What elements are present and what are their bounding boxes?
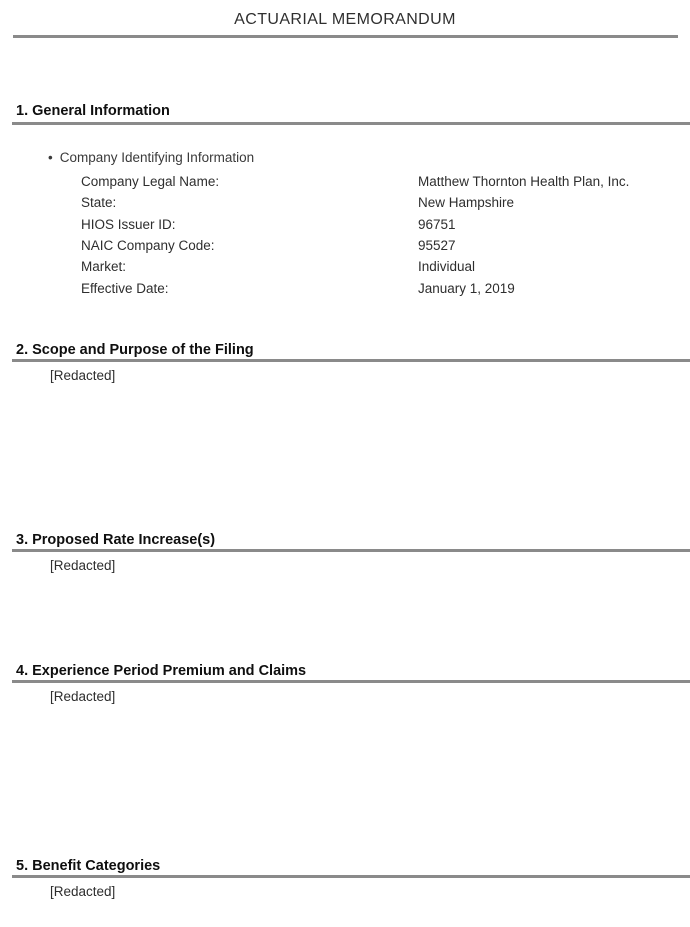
section-3-rule <box>12 549 690 552</box>
title-rule <box>13 35 678 38</box>
field-row <box>81 214 629 235</box>
document-title: ACTUARIAL MEMORANDUM <box>234 11 456 28</box>
section-1-rule <box>12 122 690 125</box>
bullet-icon: • <box>48 150 53 165</box>
section-4-heading: 4. Experience Period Premium and Claims <box>16 663 307 679</box>
field-label: Market: <box>81 259 127 275</box>
field-row <box>81 256 629 277</box>
field-label: Company Legal Name: <box>81 174 220 190</box>
field-label: State: <box>81 195 117 211</box>
company-identifying-info-label: Company Identifying Information <box>59 150 255 165</box>
section-5-redacted-text: [Redacted] <box>50 884 116 899</box>
field-label: Effective Date: <box>81 280 169 296</box>
section-2-redacted-text: [Redacted] <box>50 368 116 383</box>
section-1-heading: 1. General Information <box>16 103 170 119</box>
field-value: 95527 <box>418 238 456 254</box>
section-5-rule <box>12 875 690 878</box>
field-value: Matthew Thornton Health Plan, Inc. <box>418 174 630 190</box>
field-value: 96751 <box>418 216 456 232</box>
section-5-heading: 5. Benefit Categories <box>16 858 161 874</box>
company-identifying-info-item <box>48 150 254 165</box>
field-label: NAIC Company Code: <box>81 238 215 254</box>
field-label: HIOS Issuer ID: <box>81 216 176 232</box>
section-3-redacted-text: [Redacted] <box>50 558 116 573</box>
field-row <box>81 235 629 256</box>
field-row <box>81 192 629 213</box>
section-4-rule <box>12 680 690 683</box>
section-2-rule <box>12 359 690 362</box>
section-4-redacted-text: [Redacted] <box>50 689 116 704</box>
section-2-heading: 2. Scope and Purpose of the Filing <box>16 342 254 358</box>
company-info-fields <box>81 171 629 299</box>
field-value: New Hampshire <box>418 195 515 211</box>
field-value: January 1, 2019 <box>418 280 515 296</box>
field-row <box>81 277 629 298</box>
field-row <box>81 171 629 192</box>
section-3-heading: 3. Proposed Rate Increase(s) <box>16 532 216 548</box>
field-value: Individual <box>418 259 476 275</box>
